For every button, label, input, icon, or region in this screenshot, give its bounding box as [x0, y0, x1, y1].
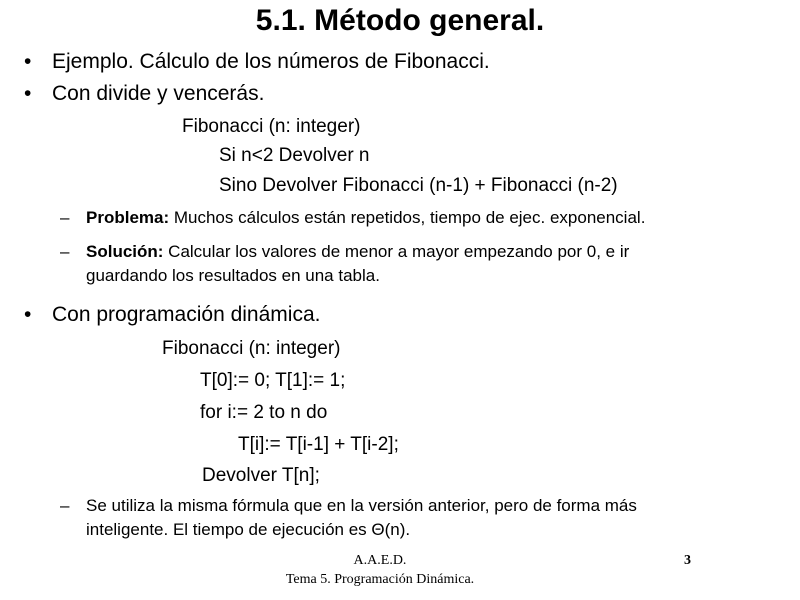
- dp-code-line-4: T[i]:= T[i-1] + T[i-2];: [238, 434, 399, 455]
- dp-code-line-1: Fibonacci (n: integer): [162, 338, 341, 359]
- bullet-dynamic: [24, 303, 320, 327]
- note-text-2: inteligente. El tiempo de ejecución es Θ(n).: [86, 520, 411, 539]
- problem-text: Muchos cálculos están repetidos, tiempo de ejec. exponencial.: [169, 208, 646, 227]
- solution-text-1: Calcular los valores de menor a mayor empezando por 0, e ir: [163, 242, 630, 261]
- problem-item: [60, 208, 645, 228]
- bullet-divide: [24, 82, 264, 106]
- bullet-dynamic-text: Con programación dinámica.: [52, 303, 321, 326]
- dp-code-line-5: Devolver T[n];: [202, 465, 320, 486]
- dash-marker: –: [60, 496, 70, 515]
- bullet-example: [24, 50, 490, 74]
- bullet-marker: •: [24, 82, 32, 105]
- problem-label: Problema:: [86, 208, 170, 227]
- note-text-1: Se utiliza la misma fórmula que en la versión anterior, pero de forma más: [86, 496, 637, 515]
- dc-code-line-2: Si n<2 Devolver n: [219, 145, 370, 166]
- dc-code-line-1: Fibonacci (n: integer): [182, 116, 361, 137]
- bullet-divide-text: Con divide y vencerás.: [52, 82, 265, 105]
- dc-code-line-3: Sino Devolver Fibonacci (n-1) + Fibonacci (n-2): [219, 175, 618, 196]
- solution-label: Solución:: [86, 242, 164, 261]
- dp-code-line-3: for i:= 2 to n do: [200, 402, 328, 423]
- page-number: 3: [684, 553, 691, 568]
- dp-code-line-2: T[0]:= 0; T[1]:= 1;: [200, 370, 346, 391]
- slide-title: 5.1. Método general.: [255, 4, 545, 37]
- dash-marker: –: [60, 242, 70, 261]
- bullet-marker: •: [24, 50, 32, 73]
- footer-course: A.A.E.D.: [353, 553, 407, 568]
- dash-marker: –: [60, 208, 70, 227]
- solution-item: [60, 242, 629, 262]
- bullet-marker: •: [24, 303, 32, 326]
- footer-topic: Tema 5. Programación Dinámica.: [285, 572, 475, 587]
- bullet-example-text: Ejemplo. Cálculo de los números de Fibonacci.: [52, 50, 490, 73]
- solution-text-2: guardando los resultados en una tabla.: [86, 266, 380, 285]
- note-item: [60, 496, 637, 516]
